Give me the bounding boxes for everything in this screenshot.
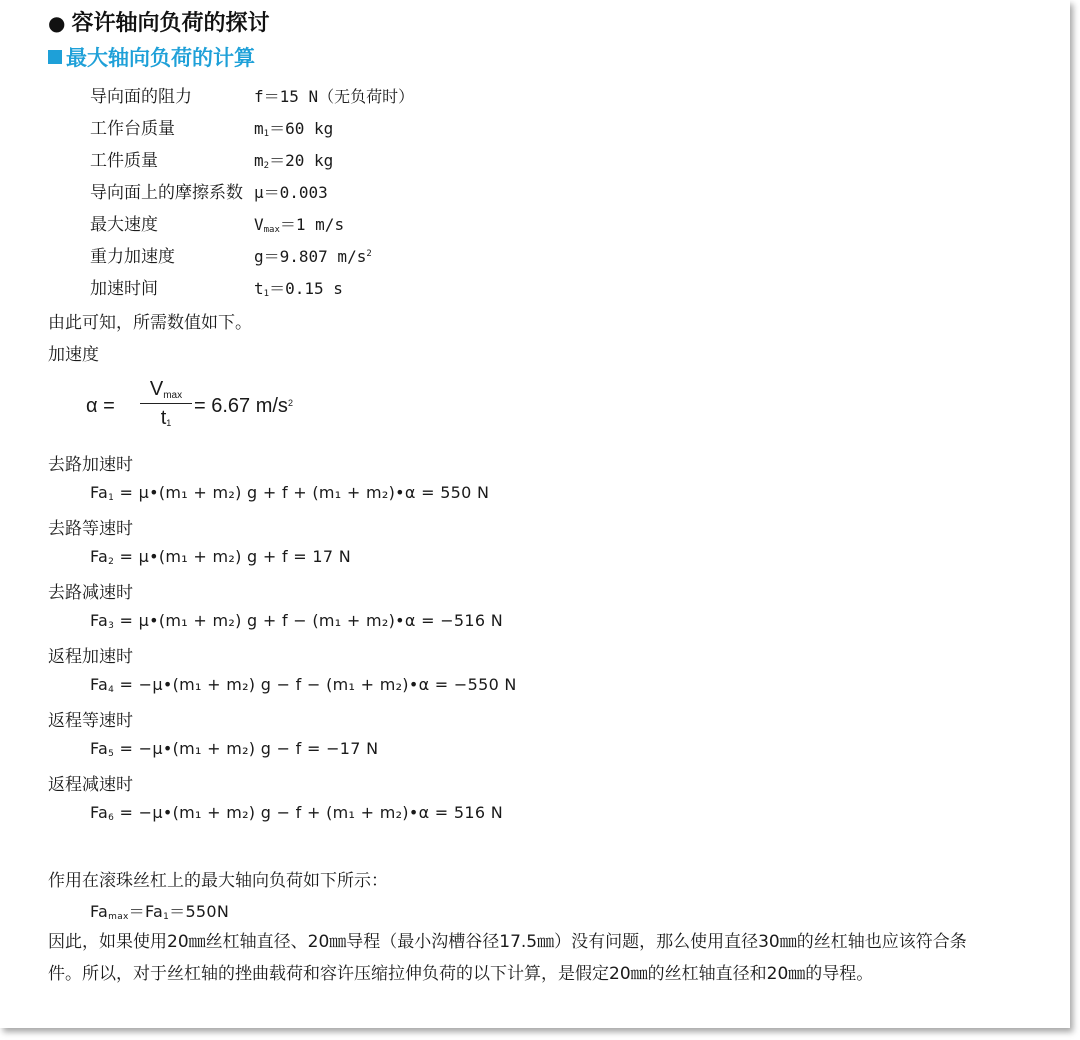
case-label: 去路减速时 [48, 583, 133, 603]
param-value: f＝15 N（无负荷时） [254, 87, 415, 106]
param-label: 工件质量 [90, 151, 158, 171]
section-heading: ● 容许轴向负荷的探讨 [48, 11, 270, 36]
param-label: 导向面上的摩擦系数 [90, 183, 243, 203]
param-value: μ＝0.003 [254, 183, 328, 202]
conclusion-paragraph: 因此，如果使用20㎜丝杠轴直径、20㎜导程（最小沟槽谷径17.5㎜）没有问题，那么使用直径30㎜的丝杠轴也应该符合条件。所以，对于丝杠轴的挫曲载荷和容许压缩拉伸负荷的以下计算，是假定20㎜的丝杠轴直径和20㎜的导程。 [48, 932, 967, 984]
param-value: $t_1=0.15$ s [254, 279, 343, 299]
param-value: $V_{max}=1$ m/s [254, 215, 345, 235]
max-formula: $Fa_{max}=Fa_1=550N$ [90, 902, 230, 922]
case-formula: $Fa_3$ = μ•(m₁ + m₂) g + f − (m₁ + m₂)•α = −516 N [90, 611, 504, 631]
case-label: 返程减速时 [48, 775, 133, 795]
case-label: 返程等速时 [48, 711, 133, 731]
param-value: $m_2=20$ kg [254, 151, 334, 171]
case-label: 去路等速时 [48, 519, 133, 539]
param-label: 最大速度 [90, 215, 158, 235]
param-label: 工作台质量 [90, 119, 175, 139]
case-formula: $Fa_2$ = μ•(m₁ + m₂) g + f = 17 N [90, 547, 351, 567]
case-label: 返程加速时 [48, 647, 133, 667]
param-value: g＝9.807 $m/s^2$ [254, 247, 372, 266]
document-page: ● 容许轴向负荷的探讨 最大轴向负荷的计算 导向面的阻力 f＝15 N（无负荷时） 工作台质量 $m_1=60$ kg 工件质量 $m_2=20$ kg 导向面上的摩擦系数 μ＝0.003 最大速度 $V_{max}=1$ m/s 重力加速度 g＝9.807 $m/s^2$ 加速时间 $t_1=0.15$ s 由此可知，所需数值如下。 加速度 α = $V_{max}$ $t_1$ = 6.67 $m/s^2$ 去路加速时 $Fa_1$ = μ•(m₁ + m₂) g + f + (m₁ + m₂)•α = 550 N 去路等速时 $Fa_2$ = μ•(m₁ + m₂) g + f = 17 N 去路减速时 $Fa_3$ = μ•(m₁ + m₂) g + f − (m₁ + m₂)•α = −516 N 返程加速时 $Fa_4$ = −μ•(m₁ + m₂) g − f − (m₁ + m₂)•α = −550 N 返程等速时 $Fa_5$ = −μ•(m₁ + m₂) g − f = −17 N 返程减速时 $Fa_6$ = −μ•(m₁ + m₂) g − f + (m₁ + m₂)•α = 516 N 作用在滚珠丝杠上的最大轴向负荷如下所示： $Fa_{max}=Fa_1=550N$ 因此，如果使用20㎜丝杠轴直径、20㎜导程（最小沟槽谷径17.5㎜）没有问题，那么使用直径30㎜的丝杠轴也应该符合条件。所以，对于丝杠轴的挫曲载荷和容许压缩拉伸负荷的以下计算，是假定20㎜的丝杠轴直径和20㎜的导程。 [0, 0, 1070, 1028]
param-label: 重力加速度 [90, 247, 175, 267]
param-label: 导向面的阻力 [90, 87, 192, 107]
param-value: $m_1=60$ kg [254, 119, 334, 139]
accel-label: 加速度 [48, 345, 99, 365]
case-formula: $Fa_1$ = μ•(m₁ + m₂) g + f + (m₁ + m₂)•α = 550 N [90, 483, 490, 503]
case-label: 去路加速时 [48, 455, 133, 475]
intro-text: 由此可知，所需数值如下。 [48, 313, 252, 333]
fraction: $V_{max}$ $t_1$ [140, 378, 192, 430]
subsection-heading: 最大轴向负荷的计算 [48, 42, 255, 72]
square-bullet-icon [48, 50, 62, 64]
case-formula: $Fa_5$ = −μ•(m₁ + m₂) g − f = −17 N [90, 739, 379, 759]
fraction-bar [140, 403, 192, 404]
case-formula: $Fa_4$ = −μ•(m₁ + m₂) g − f − (m₁ + m₂)•α = −550 N [90, 675, 517, 695]
param-label: 加速时间 [90, 279, 158, 299]
bullet-icon: ● [48, 11, 66, 35]
case-formula: $Fa_6$ = −μ•(m₁ + m₂) g − f + (m₁ + m₂)•α = 516 N [90, 803, 503, 823]
max-intro-text: 作用在滚珠丝杠上的最大轴向负荷如下所示： [48, 871, 388, 891]
